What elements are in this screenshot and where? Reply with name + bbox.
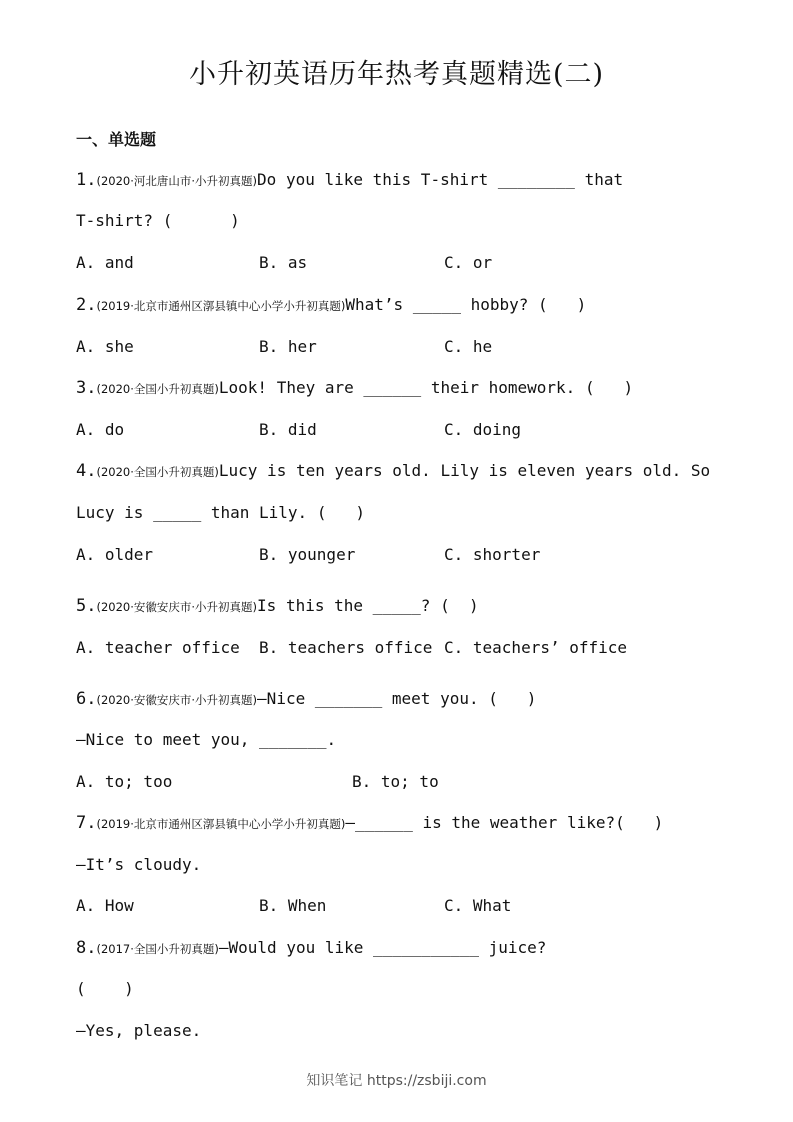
question-continuation: ( ) [76, 979, 134, 998]
option-b: B. to; to [352, 772, 439, 791]
question-4 [76, 460, 710, 482]
option-c: C. shorter [444, 545, 541, 564]
question-continuation: Lucy is _____ than Lily. ( ) [76, 503, 365, 522]
question-continuation: T-shirt? ( ) [76, 211, 240, 230]
option-a: A. do [76, 420, 125, 439]
question-text: —______ is the weather like?( ) [345, 813, 664, 832]
question-5 [76, 595, 479, 617]
page-title: 小升初英语历年热考真题精选(二) [188, 59, 605, 90]
question-source: (2020·安徽安庆市·小升初真题) [96, 693, 258, 707]
option-b: B. teachers office [259, 638, 433, 657]
option-a: A. she [76, 337, 134, 356]
question-source: (2019·北京市通州区漷县镇中心小学小升初真题) [96, 299, 346, 313]
question-continuation: —It’s cloudy. [76, 855, 202, 874]
question-text: Do you like this T-shirt ________ that [257, 170, 624, 189]
question-3 [76, 377, 633, 399]
question-continuation: —Nice to meet you, _______. [76, 730, 337, 749]
option-b: B. as [259, 253, 308, 272]
question-continuation: —Yes, please. [76, 1021, 202, 1040]
option-c: C. he [444, 337, 493, 356]
question-number: 2. [76, 295, 97, 315]
question-1 [76, 169, 623, 191]
question-source: (2020·河北唐山市·小升初真题) [96, 174, 258, 188]
question-source: (2020·全国小升初真题) [96, 382, 219, 396]
footer-watermark: 知识笔记 https://zsbiji.com [306, 1073, 487, 1089]
question-source: (2017·全国小升初真题) [96, 942, 219, 956]
question-number: 5. [76, 596, 97, 616]
option-b: B. When [259, 896, 327, 915]
question-number: 8. [76, 938, 97, 958]
question-text: What’s _____ hobby? ( ) [345, 295, 587, 314]
question-7 [76, 812, 663, 834]
question-number: 1. [76, 170, 97, 190]
option-c: C. What [444, 896, 512, 915]
question-6 [76, 688, 536, 710]
question-number: 6. [76, 689, 97, 709]
question-text: Is this the _____? ( ) [257, 596, 479, 615]
question-text: —Would you like ___________ juice? [218, 938, 547, 957]
question-number: 4. [76, 461, 97, 481]
option-a: A. How [76, 896, 134, 915]
question-text: Look! They are ______ their homework. ( ) [218, 378, 634, 397]
option-a: A. and [76, 253, 134, 272]
option-c: C. teachers’ office [444, 638, 628, 657]
option-c: C. doing [444, 420, 522, 439]
question-source: (2020·安徽安庆市·小升初真题) [96, 600, 258, 614]
question-number: 3. [76, 378, 97, 398]
question-text: —Nice _______ meet you. ( ) [257, 689, 537, 708]
option-c: C. or [444, 253, 493, 272]
option-b: B. did [259, 420, 317, 439]
question-8 [76, 937, 546, 959]
question-text: Lucy is ten years old. Lily is eleven years old. So [218, 461, 711, 480]
section-heading: 一、单选题 [76, 130, 157, 149]
option-b: B. her [259, 337, 317, 356]
question-number: 7. [76, 813, 97, 833]
option-a: A. older [76, 545, 154, 564]
question-source: (2019·北京市通州区漷县镇中心小学小升初真题) [96, 817, 346, 831]
question-source: (2020·全国小升初真题) [96, 465, 219, 479]
option-a: A. to; too [76, 772, 173, 791]
option-a: A. teacher office [76, 638, 240, 657]
option-b: B. younger [259, 545, 356, 564]
question-2 [76, 294, 586, 316]
